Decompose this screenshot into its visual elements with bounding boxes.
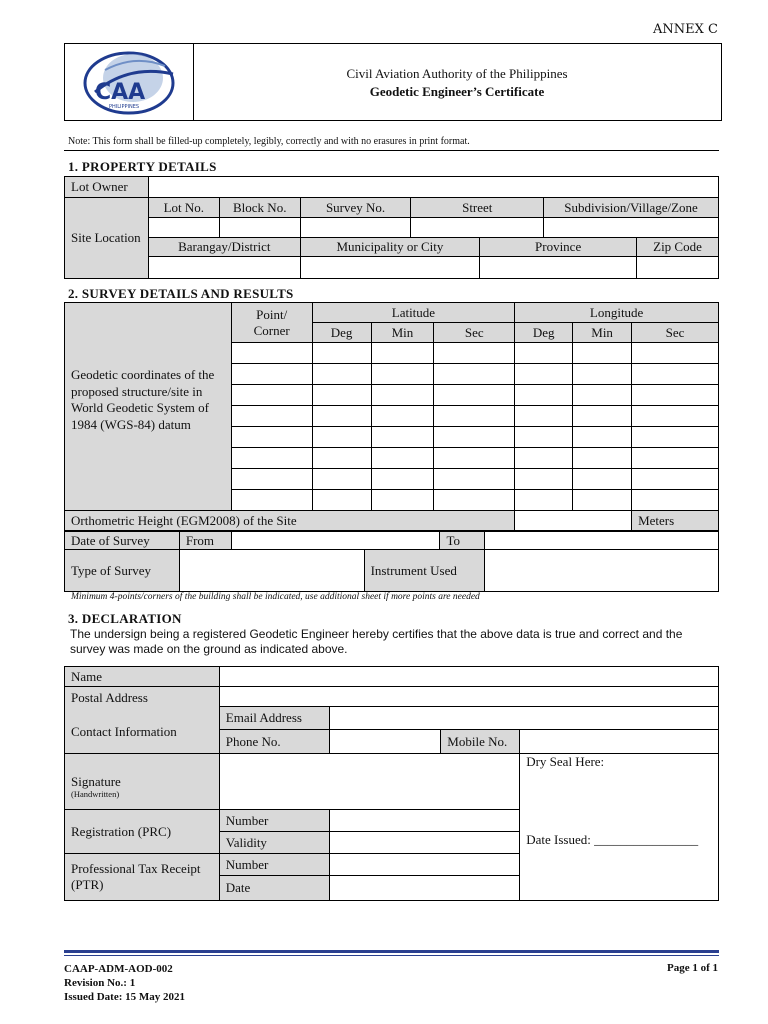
page-number: Page 1 of 1 xyxy=(666,962,718,974)
site-location-label: Site Location xyxy=(65,198,149,279)
handwritten-label: (Handwritten) xyxy=(71,789,120,799)
ptr-date-label: Date xyxy=(219,876,329,901)
form-code: CAAP-ADM-AOD-002 xyxy=(64,963,173,975)
form-title: Geodetic Engineer’s Certificate xyxy=(369,84,545,99)
lot-owner-label: Lot Owner xyxy=(65,177,149,198)
footer-info xyxy=(64,962,185,1004)
block-no-field[interactable] xyxy=(219,218,300,238)
lot-no-label: Lot No. xyxy=(148,198,219,218)
survey-no-label: Survey No. xyxy=(300,198,411,218)
coord-cell[interactable] xyxy=(231,490,312,511)
coord-cell[interactable] xyxy=(231,343,312,364)
mobile-no-field[interactable] xyxy=(520,730,719,754)
coord-cell[interactable] xyxy=(434,448,515,469)
section-1-heading: 1. PROPERTY DETAILS xyxy=(68,159,217,174)
coord-cell[interactable] xyxy=(371,469,434,490)
prc-validity-field[interactable] xyxy=(329,832,520,854)
coord-cell[interactable] xyxy=(312,406,371,427)
coord-cell[interactable] xyxy=(573,469,632,490)
coord-cell[interactable] xyxy=(371,343,434,364)
annex-label: ANNEX C xyxy=(653,22,718,37)
latitude-header: Latitude xyxy=(312,303,515,323)
coord-cell[interactable] xyxy=(231,385,312,406)
block-no-label: Block No. xyxy=(219,198,300,218)
coord-cell[interactable] xyxy=(371,385,434,406)
subdivision-field[interactable] xyxy=(544,218,719,238)
signature-field[interactable] xyxy=(219,754,519,810)
declaration-text: The undersign being a registered Geodetic Engineer hereby certifies that the above data is true and correct and the survey was made on the ground as indicated above. xyxy=(70,627,683,656)
survey-coordinates-table xyxy=(64,302,719,531)
coord-cell[interactable] xyxy=(632,406,719,427)
coord-cell[interactable] xyxy=(312,490,371,511)
name-field[interactable] xyxy=(219,667,718,687)
coord-cell[interactable] xyxy=(515,469,573,490)
coord-cell[interactable] xyxy=(231,448,312,469)
type-of-survey-field[interactable] xyxy=(179,550,364,592)
lon-sec-header: Sec xyxy=(632,323,719,343)
ptr-date-field[interactable] xyxy=(329,876,520,901)
point-corner-header: Point/ Corner xyxy=(231,303,312,343)
ptr-label: Professional Tax Receipt (PTR) xyxy=(65,854,220,901)
coord-cell[interactable] xyxy=(231,364,312,385)
coord-cell[interactable] xyxy=(632,343,719,364)
logo-subtext: PHILIPPINES xyxy=(109,104,140,110)
coord-cell[interactable] xyxy=(434,364,515,385)
coord-cell[interactable] xyxy=(632,385,719,406)
coord-cell[interactable] xyxy=(371,406,434,427)
to-label: To xyxy=(440,532,485,550)
coord-cell[interactable] xyxy=(515,448,573,469)
coord-cell[interactable] xyxy=(573,385,632,406)
coord-cell[interactable] xyxy=(632,448,719,469)
coord-cell[interactable] xyxy=(515,406,573,427)
lon-min-header: Min xyxy=(573,323,632,343)
coord-cell[interactable] xyxy=(515,343,573,364)
coord-cell[interactable] xyxy=(573,448,632,469)
prc-validity-label: Validity xyxy=(219,832,329,854)
coord-cell[interactable] xyxy=(231,427,312,448)
postal-address-label: Postal Address xyxy=(71,690,148,705)
lat-min-header: Min xyxy=(371,323,434,343)
ptr-number-field[interactable] xyxy=(329,854,520,876)
survey-info-table xyxy=(64,531,719,592)
minimum-points-note: Minimum 4-points/corners of the building shall be indicated, use additional sheet if more points are needed xyxy=(71,592,480,602)
postal-address-field[interactable] xyxy=(219,687,718,707)
date-to-field[interactable] xyxy=(485,532,719,550)
province-field[interactable] xyxy=(480,257,637,279)
coord-cell[interactable] xyxy=(632,490,719,511)
orthometric-height-field[interactable] xyxy=(515,511,632,531)
contact-information-label: Contact Information xyxy=(71,724,177,739)
coord-cell[interactable] xyxy=(312,427,371,448)
longitude-header: Longitude xyxy=(515,303,719,323)
date-of-survey-label: Date of Survey xyxy=(65,532,180,550)
postal-contact-label xyxy=(65,687,220,754)
coord-cell[interactable] xyxy=(632,427,719,448)
caap-logo xyxy=(65,44,194,120)
coord-cell[interactable] xyxy=(312,469,371,490)
signature-cell xyxy=(65,754,220,810)
coord-cell[interactable] xyxy=(573,427,632,448)
coord-cell[interactable] xyxy=(371,490,434,511)
lot-owner-field[interactable] xyxy=(148,177,718,198)
barangay-label: Barangay/District xyxy=(148,238,300,257)
footer-rule-thin xyxy=(64,955,719,956)
revision-no: Revision No.: 1 xyxy=(64,977,136,989)
phone-no-label: Phone No. xyxy=(219,730,329,754)
note-divider xyxy=(64,150,719,151)
prc-number-field[interactable] xyxy=(329,810,520,832)
coord-cell[interactable] xyxy=(573,364,632,385)
zip-code-field[interactable] xyxy=(637,257,719,279)
coord-cell[interactable] xyxy=(312,448,371,469)
lat-deg-header: Deg xyxy=(312,323,371,343)
date-issued-label: Date Issued: ________________ xyxy=(526,832,699,847)
issued-date: Issued Date: 15 May 2021 xyxy=(64,991,185,1003)
footer-rule xyxy=(64,950,719,953)
coord-cell[interactable] xyxy=(632,469,719,490)
province-label: Province xyxy=(480,238,637,257)
coord-cell[interactable] xyxy=(573,406,632,427)
coord-cell[interactable] xyxy=(371,364,434,385)
survey-no-field[interactable] xyxy=(300,218,411,238)
lat-sec-header: Sec xyxy=(434,323,515,343)
property-details-table xyxy=(64,176,719,279)
prc-number-label: Number xyxy=(219,810,329,832)
coord-cell[interactable] xyxy=(434,385,515,406)
coord-cell[interactable] xyxy=(515,427,573,448)
coord-cell[interactable] xyxy=(434,427,515,448)
organization-name: Civil Aviation Authority of the Philippines xyxy=(346,66,568,81)
registration-prc-label: Registration (PRC) xyxy=(65,810,220,854)
type-of-survey-label: Type of Survey xyxy=(65,550,180,592)
coord-cell[interactable] xyxy=(434,469,515,490)
phone-no-field[interactable] xyxy=(329,730,441,754)
coord-cell[interactable] xyxy=(231,406,312,427)
street-field[interactable] xyxy=(411,218,544,238)
logo-text: CAA xyxy=(95,80,146,105)
municipality-label: Municipality or City xyxy=(300,238,480,257)
coord-cell[interactable] xyxy=(312,343,371,364)
section-3-heading: 3. DECLARATION xyxy=(68,611,182,626)
coord-cell[interactable] xyxy=(312,364,371,385)
name-label: Name xyxy=(65,667,220,687)
coord-cell[interactable] xyxy=(515,364,573,385)
lot-no-field[interactable] xyxy=(148,218,219,238)
coord-cell[interactable] xyxy=(434,490,515,511)
coord-cell[interactable] xyxy=(632,364,719,385)
email-address-label: Email Address xyxy=(219,707,329,730)
coord-cell[interactable] xyxy=(515,385,573,406)
street-label: Street xyxy=(411,198,544,218)
form-header xyxy=(64,43,722,121)
coord-cell[interactable] xyxy=(515,490,573,511)
coord-cell[interactable] xyxy=(434,343,515,364)
dry-seal-cell[interactable] xyxy=(520,754,719,901)
coord-cell[interactable] xyxy=(573,343,632,364)
coord-cell[interactable] xyxy=(434,406,515,427)
date-from-field[interactable] xyxy=(231,532,440,550)
instrument-used-label: Instrument Used xyxy=(364,550,485,592)
geodetic-coordinates-label: Geodetic coordinates of the proposed structure/site in World Geodetic System of 1984 (WGS-84) datum xyxy=(65,303,232,511)
barangay-field[interactable] xyxy=(148,257,300,279)
orthometric-height-label: Orthometric Height (EGM2008) of the Site xyxy=(65,511,515,531)
subdivision-label: Subdivision/Village/Zone xyxy=(544,198,719,218)
zip-code-label: Zip Code xyxy=(637,238,719,257)
municipality-field[interactable] xyxy=(300,257,480,279)
dry-seal-label: Dry Seal Here: xyxy=(526,754,605,769)
mobile-no-label: Mobile No. xyxy=(441,730,520,754)
ptr-number-label: Number xyxy=(219,854,329,876)
declaration-table xyxy=(64,666,719,901)
meters-label: Meters xyxy=(632,511,719,531)
form-note: Note: This form shall be filled-up completely, legibly, correctly and with no erasures in print format. xyxy=(68,136,470,147)
instrument-used-field[interactable] xyxy=(485,550,719,592)
coord-cell[interactable] xyxy=(573,490,632,511)
coord-cell[interactable] xyxy=(312,385,371,406)
signature-label: Signature xyxy=(71,774,121,789)
from-label: From xyxy=(179,532,231,550)
coord-cell[interactable] xyxy=(371,448,434,469)
coord-cell[interactable] xyxy=(231,469,312,490)
coord-cell[interactable] xyxy=(371,427,434,448)
lon-deg-header: Deg xyxy=(515,323,573,343)
email-address-field[interactable] xyxy=(329,707,718,730)
section-2-heading: 2. SURVEY DETAILS AND RESULTS xyxy=(68,286,294,301)
